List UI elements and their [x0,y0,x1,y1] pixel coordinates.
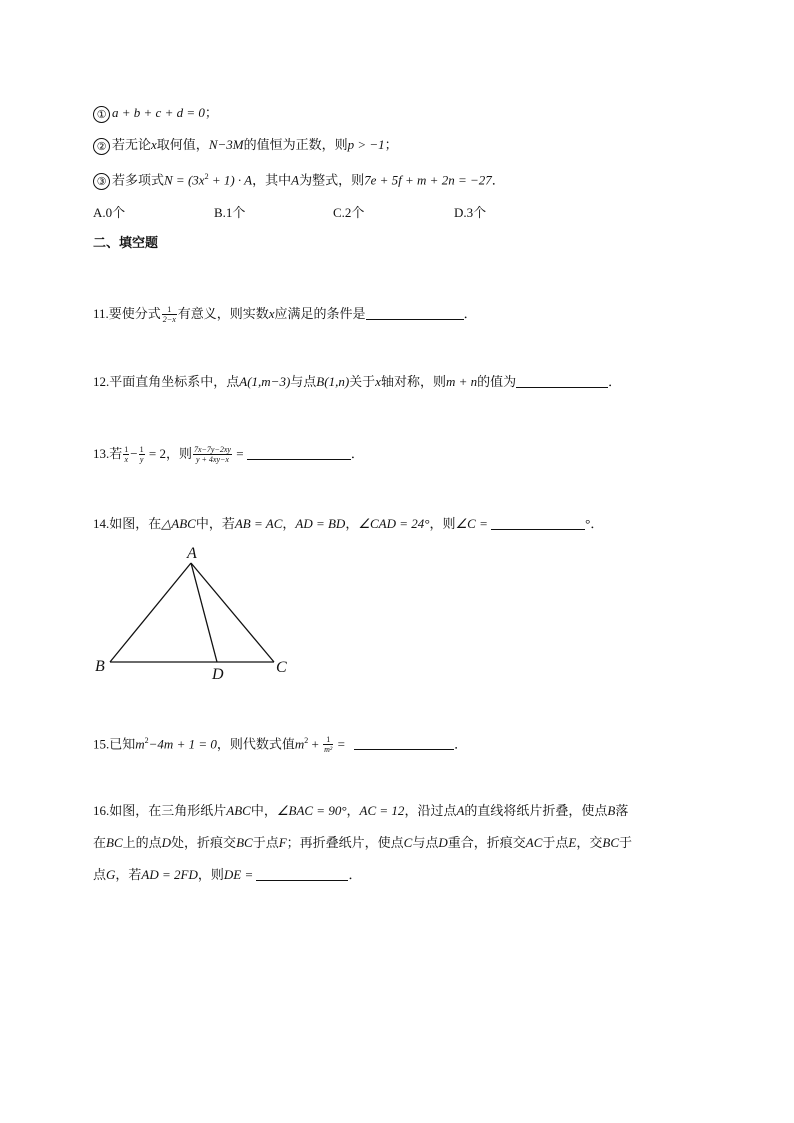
punct: ． [454,737,468,753]
variable: BC [602,835,619,850]
question-number: 13. [93,446,110,461]
text: 关于 [349,375,376,390]
fraction [193,445,232,464]
punct: ， [345,517,359,532]
equation: ∠CAD = 24° [358,516,430,531]
variable: A [456,803,465,818]
expression: + 1) · A [208,172,253,188]
numerator: 1 [139,445,144,454]
option-b: B.1个 [214,205,246,220]
variable: E [568,835,577,850]
answer-blank[interactable] [354,735,454,750]
circled-number-3: ③ [93,173,110,190]
condition: p > −1 [347,137,385,152]
text: 重合，折痕交 [447,836,526,851]
denominator: x [124,455,129,464]
text: 的直线将纸片折叠，使点 [464,804,608,819]
expression: N−3M [208,137,244,152]
circled-number-1: ① [93,106,110,123]
numerator: 1 [323,735,333,745]
text: 平面直角坐标系中，点 [109,375,240,390]
text: 处，折痕交 [171,836,237,851]
variable: x [151,137,157,152]
numerator: 1 [162,305,177,315]
question-16-line-2 [93,834,632,853]
expression: −4m + 1 = 0 [148,736,217,752]
numerator: 1 [124,445,129,454]
text: 在 [93,836,107,851]
text: 的值为 [477,375,517,390]
equation: = 2 [145,446,166,461]
question-number: 12. [93,374,110,389]
text: ，其中 [252,173,292,189]
denominator: y [139,455,144,464]
punct: ． [608,375,622,390]
punct: ； [204,106,218,121]
answer-blank[interactable] [256,866,348,881]
text: 有意义，则实数 [177,307,269,322]
point-a: A(1,m−3) [239,374,291,389]
punct: ． [491,173,505,189]
variable: D [438,835,448,850]
section-title: 二、填空题 [93,236,159,251]
text: 与点 [290,375,317,390]
side-ab [110,563,191,662]
text: 轴对称，则 [380,375,446,390]
text: ，交 [576,836,603,851]
exponent: 2 [304,736,309,745]
text: 中， [250,804,277,819]
expression: m [294,736,305,752]
equation: a + b + c + d = 0 [112,105,205,120]
text: 如图，在三角形纸片 [109,804,227,819]
minus: − [130,446,138,461]
equation: AC = 12 [359,803,405,818]
text: 与点 [412,836,439,851]
answer-blank[interactable] [491,515,585,530]
label-b: B [95,658,105,675]
expression: m [135,736,145,752]
variable: BC [236,835,253,850]
equation: AB = AC [234,516,283,531]
option-a: A.0个 [93,205,126,220]
punct: ． [463,307,477,322]
denominator: 2−x [162,315,176,324]
variable: G [106,867,116,882]
question-number: 15. [93,736,110,752]
numerator: 7x−7y−2xy [193,445,231,454]
expression: DE = [223,867,257,882]
fraction [123,445,129,464]
text: ，则代数式值 [216,737,295,753]
statement-1 [93,104,218,123]
text: 于 [619,836,633,851]
equation: AD = 2FD [141,867,198,882]
variable: BC [106,835,123,850]
text: 若多项式 [112,173,165,189]
variable: x [375,374,381,389]
text: 上的点 [122,836,162,851]
text: 落 [615,804,629,819]
equation: 7e + 5f + m + 2n = −27 [364,172,492,188]
option-d: D.3个 [454,205,487,220]
fraction [323,735,333,754]
plus: + [308,736,323,752]
punct: ． [590,517,604,532]
expression: ∠C = [455,516,492,531]
triangle: △ABC [161,516,196,531]
variable: ABC [226,803,251,818]
answer-blank[interactable] [366,305,464,320]
answer-blank[interactable] [516,373,608,388]
text: ，则 [429,517,456,532]
equation: ∠BAC = 90° [276,803,347,818]
equals: = [232,446,247,461]
text: ，则 [165,447,192,462]
point-b: B(1,n) [316,374,350,389]
text: 要使分式 [108,307,161,322]
text: 的值恒为正数，则 [243,138,348,153]
equals: = [334,736,349,752]
question-16-line-3 [93,866,362,885]
text: 点 [93,868,107,883]
variable: AC [525,835,543,850]
fraction [139,445,145,464]
text: 若无论 [112,138,152,153]
expression: m + n [445,374,478,389]
text: 于点 [252,836,279,851]
variable: F [278,835,287,850]
circled-number-2: ② [93,138,110,155]
punct: ， [346,804,360,819]
punct: ； [384,138,398,153]
triangle-figure [90,540,300,688]
question-15 [93,732,467,754]
expression: N = (3x [164,172,205,188]
question-number: 16. [93,803,110,818]
variable: A [291,172,300,188]
denominator: m² [324,745,333,755]
question-14 [93,515,603,534]
question-13 [93,445,364,464]
variable: B [607,803,616,818]
statement-2 [93,136,398,155]
text: ，则 [197,868,224,883]
question-12 [93,373,621,392]
text: 应满足的条件是 [274,307,366,322]
punct: ． [350,447,364,462]
text: 取何值， [156,138,209,153]
variable: C [403,835,413,850]
text: 为整式，则 [299,173,365,189]
degree-unit: ° [585,516,591,531]
label-d: D [212,666,224,683]
label-a: A [187,545,197,562]
punct: ， [282,517,296,532]
text: 于点 [542,836,569,851]
text: 若 [109,447,123,462]
punct: ． [348,868,362,883]
fraction [162,305,177,324]
question-number: 11. [93,306,109,321]
text: 中，若 [195,517,235,532]
variable: D [161,835,172,850]
denominator: y + 4xy−x [195,455,229,464]
text: 如图，在 [109,517,162,532]
text: ，若 [115,868,142,883]
question-16-line-1 [93,802,628,821]
exponent: 2 [204,172,209,181]
text: ；再折叠纸片，使点 [286,836,404,851]
text: ，沿过点 [404,804,457,819]
variable: x [268,306,275,321]
exponent: 2 [144,736,149,745]
answer-blank[interactable] [247,445,351,460]
label-c: C [276,659,287,676]
statement-3 [93,168,505,190]
equation: AD = BD [295,516,346,531]
text: 已知 [109,737,136,753]
question-number: 14. [93,516,110,531]
option-c: C.2个 [333,205,365,220]
question-11 [93,305,477,324]
